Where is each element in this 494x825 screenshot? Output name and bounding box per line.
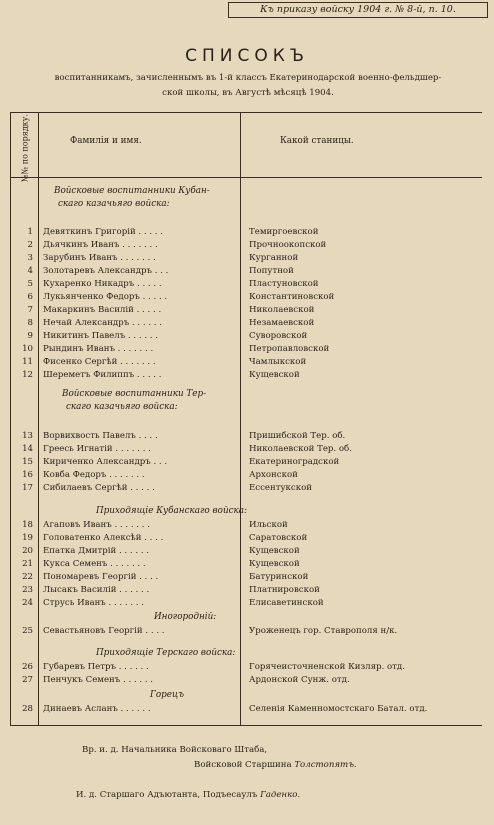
row-number: 5: [27, 279, 33, 289]
table-row: [10, 317, 482, 329]
row-name: Дьячкинъ Иванъ . . . . . . .: [43, 240, 158, 250]
row-name: Динаевъ Асланъ . . . . . .: [43, 704, 151, 714]
row-number: 1: [27, 227, 33, 237]
table-row: [10, 597, 482, 609]
row-number: 25: [22, 626, 33, 636]
table-row: [10, 625, 482, 637]
section-gorets-heading: Горецъ: [150, 690, 184, 700]
section-kuban-visiting-heading: Приходящіе Кубанскаго войска:: [96, 506, 247, 516]
row-name: Шереметъ Филиппъ . . . . .: [43, 370, 162, 380]
row-name: Золотаревъ Александръ . . .: [43, 266, 169, 276]
row-name: Агаповъ Иванъ . . . . . . .: [43, 520, 150, 530]
row-name: Никитинъ Павелъ . . . . . .: [43, 331, 158, 341]
row-number: 17: [22, 483, 33, 493]
row-stanitsa: Незамаевской: [249, 318, 315, 328]
table-row: [10, 369, 482, 381]
table-row: [10, 558, 482, 570]
page-title: СПИСОКЪ: [185, 46, 309, 66]
row-stanitsa: Ардонской Сунж. отд.: [249, 675, 350, 685]
row-stanitsa: Кущевской: [249, 370, 300, 380]
row-stanitsa: Уроженецъ гор. Ставрополя н/к.: [249, 626, 398, 636]
signature-line-2: Войсковой Старшина Толстопятъ.: [194, 760, 357, 770]
row-stanitsa: Курганной: [249, 253, 299, 263]
row-number: 19: [22, 533, 33, 543]
row-stanitsa: Попутной: [249, 266, 294, 276]
row-number: 3: [27, 253, 33, 263]
row-stanitsa: Николаевской: [249, 305, 315, 315]
row-stanitsa: Ессентукской: [249, 483, 312, 493]
row-number: 11: [22, 357, 33, 367]
order-reference: Къ приказу войску 1904 г. № 8-й, п. 10.: [228, 2, 488, 18]
row-stanitsa: Суворовской: [249, 331, 308, 341]
section-terek-visiting-heading: Приходящіе Терскаго войска:: [96, 648, 236, 658]
section-kuban-heading: Войсковые воспитанники Кубан- скаго казачьяго войска:: [54, 186, 210, 209]
table-row: [10, 226, 482, 238]
table-row: [10, 356, 482, 368]
row-name: Лукьянченко Федоръ . . . . .: [43, 292, 168, 302]
row-name: Рындинъ Иванъ . . . . . . .: [43, 344, 154, 354]
row-number: 13: [22, 431, 33, 441]
row-number: 9: [27, 331, 33, 341]
table-row: [10, 330, 482, 342]
row-number: 16: [22, 470, 33, 480]
row-name: Губаревъ Петръ . . . . . .: [43, 662, 149, 672]
row-number: 8: [27, 318, 33, 328]
table-row: [10, 430, 482, 442]
row-name: Девяткинъ Григорій . . . . .: [43, 227, 164, 237]
row-stanitsa: Горячеисточненской Кизляр. отд.: [249, 662, 405, 672]
row-number: 27: [22, 675, 33, 685]
row-number: 18: [22, 520, 33, 530]
row-stanitsa: Селенія Каменномостскаго Батал. отд.: [249, 704, 428, 714]
row-name: Нечай Александръ . . . . . .: [43, 318, 162, 328]
row-stanitsa: Саратовской: [249, 533, 308, 543]
row-stanitsa: Ильской: [249, 520, 288, 530]
row-name: Ворвихвость Павелъ . . . .: [43, 431, 158, 441]
table-row: [10, 252, 482, 264]
row-name: Кукса Семенъ . . . . . . .: [43, 559, 146, 569]
students-table: [10, 112, 482, 726]
table-row: [10, 469, 482, 481]
row-stanitsa: Екатериноградской: [249, 457, 340, 467]
subtitle-line-2: ской школы, въ Августѣ мѣсяцѣ 1904.: [162, 88, 334, 98]
table-row: [10, 239, 482, 251]
row-stanitsa: Кущевской: [249, 559, 300, 569]
header-number: №№ по порядку.: [20, 114, 30, 182]
row-stanitsa: Константиновской: [249, 292, 335, 302]
subtitle: [14, 71, 482, 101]
row-name: Епатка Дмитрій . . . . . .: [43, 546, 150, 556]
row-number: 26: [22, 662, 33, 672]
table-row: [10, 703, 482, 715]
row-name: Струсь Иванъ . . . . . . .: [43, 598, 145, 608]
row-stanitsa: Пластуновской: [249, 279, 319, 289]
row-stanitsa: Архонской: [249, 470, 298, 480]
row-name: Ковба Федоръ . . . . . . .: [43, 470, 145, 480]
table-row: [10, 532, 482, 544]
table-row: [10, 343, 482, 355]
header-divider: [10, 177, 482, 178]
row-name: Головатенко Алексѣй . . . .: [43, 533, 164, 543]
row-stanitsa: Платнировской: [249, 585, 320, 595]
row-stanitsa: Чамлыкской: [249, 357, 307, 367]
row-number: 28: [22, 704, 33, 714]
table-row: [10, 545, 482, 557]
row-stanitsa: Кущевской: [249, 546, 300, 556]
signature-line-3: И. д. Старшаго Адъютанта, Подъесаулъ Гаденко.: [76, 790, 301, 800]
row-stanitsa: Пришибской Тер. об.: [249, 431, 346, 441]
row-number: 7: [27, 305, 33, 315]
row-name: Севастьяновъ Георгій . . . .: [43, 626, 165, 636]
row-number: 22: [22, 572, 33, 582]
row-number: 15: [22, 457, 33, 467]
row-name: Пономаревъ Георгій . . . .: [43, 572, 159, 582]
row-name: Лысакъ Василій . . . . . .: [43, 585, 150, 595]
row-name: Зарубинъ Иванъ . . . . . . .: [43, 253, 156, 263]
row-stanitsa: Темиргоевской: [249, 227, 319, 237]
table-row: [10, 571, 482, 583]
row-number: 23: [22, 585, 33, 595]
row-stanitsa: Петропавловской: [249, 344, 330, 354]
table-row: [10, 304, 482, 316]
row-stanitsa: Батуринской: [249, 572, 309, 582]
table-row: [10, 674, 482, 686]
row-name: Макаркинъ Василій . . . . .: [43, 305, 162, 315]
row-number: 4: [27, 266, 33, 276]
row-number: 2: [27, 240, 33, 250]
table-row: [10, 661, 482, 673]
table-row: [10, 519, 482, 531]
section-terek-heading: Войсковые воспитанники Тер- скаго казачьяго войска:: [62, 389, 207, 412]
section-inogorodniy-heading: Иногородній:: [154, 612, 217, 622]
row-name: Кириченко Александръ . . .: [43, 457, 168, 467]
table-row: [10, 443, 482, 455]
table-row: [10, 482, 482, 494]
row-number: 20: [22, 546, 33, 556]
table-row: [10, 278, 482, 290]
row-stanitsa: Прочноокопской: [249, 240, 327, 250]
row-number: 14: [22, 444, 33, 454]
table-row: [10, 265, 482, 277]
signature-line-1: Вр. и. д. Начальника Войсковаго Штаба,: [82, 745, 268, 755]
table-row: [10, 584, 482, 596]
row-name: Фисенко Сергѣй . . . . . . .: [43, 357, 156, 367]
row-number: 10: [22, 344, 33, 354]
row-stanitsa: Николаевской Тер. об.: [249, 444, 352, 454]
row-number: 24: [22, 598, 33, 608]
row-number: 21: [22, 559, 33, 569]
row-number: 6: [27, 292, 33, 302]
row-name: Кухаренко Никадръ . . . . .: [43, 279, 162, 289]
row-name: Греесь Игнатій . . . . . . .: [43, 444, 151, 454]
subtitle-line-1: воспитанникамъ, зачисленнымъ въ 1-й классъ Екатеринодарской военно-фельдшер-: [54, 73, 442, 83]
row-name: Сибилаевъ Сергѣй . . . . .: [43, 483, 155, 493]
row-name: Пенчукъ Семенъ . . . . . .: [43, 675, 154, 685]
row-stanitsa: Елисаветинской: [249, 598, 324, 608]
header-name: Фамилія и имя.: [70, 136, 142, 146]
table-row: [10, 291, 482, 303]
table-row: [10, 456, 482, 468]
row-number: 12: [22, 370, 33, 380]
header-stanitsa: Какой станицы.: [280, 136, 354, 146]
